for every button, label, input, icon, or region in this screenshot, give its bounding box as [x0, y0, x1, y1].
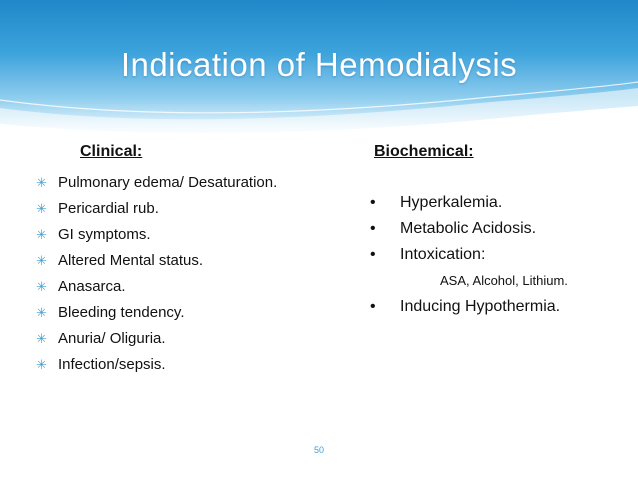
- list-item-text: Anuria/ Oliguria.: [58, 330, 166, 347]
- asterisk-bullet-icon: ✳: [36, 253, 47, 268]
- dot-bullet-icon: •: [370, 194, 376, 211]
- asterisk-bullet-icon: ✳: [36, 305, 47, 320]
- list-item: [36, 300, 277, 326]
- list-item: [364, 190, 568, 216]
- list-item: [36, 326, 277, 352]
- dot-bullet-icon: •: [370, 246, 376, 263]
- list-item: [364, 242, 568, 268]
- list-item: [364, 216, 568, 242]
- list-item: [364, 294, 568, 320]
- list-item-text: Bleeding tendency.: [58, 304, 185, 321]
- list-item: [36, 196, 277, 222]
- list-item: [36, 352, 277, 378]
- dot-bullet-icon: •: [370, 220, 376, 237]
- list-item-text: Intoxication:: [400, 246, 486, 263]
- page-number: 50: [313, 445, 324, 455]
- list-item: [36, 248, 277, 274]
- asterisk-bullet-icon: ✳: [36, 357, 47, 372]
- list-item-text: Inducing Hypothermia.: [400, 298, 561, 315]
- asterisk-bullet-icon: ✳: [36, 331, 47, 346]
- list-item: [36, 274, 277, 300]
- asterisk-bullet-icon: ✳: [36, 227, 47, 242]
- list-item-text: Infection/sepsis.: [58, 356, 166, 373]
- asterisk-bullet-icon: ✳: [36, 175, 47, 190]
- biochemical-list: [364, 190, 568, 320]
- list-item-text: Anasarca.: [58, 278, 126, 295]
- list-item-text: Metabolic Acidosis.: [400, 220, 537, 237]
- clinical-list: [36, 170, 277, 378]
- list-item-text: Altered Mental status.: [58, 252, 204, 269]
- page-title: Indication of Hemodialysis: [120, 46, 518, 83]
- list-subitem: [364, 268, 568, 294]
- list-item-text: GI symptoms.: [58, 226, 151, 243]
- asterisk-bullet-icon: ✳: [36, 279, 47, 294]
- asterisk-bullet-icon: ✳: [36, 201, 47, 216]
- list-item-text: Pericardial rub.: [58, 200, 159, 217]
- list-subitem-text: ASA, Alcohol, Lithium.: [440, 273, 568, 288]
- clinical-heading: Clinical:: [80, 143, 143, 160]
- biochemical-heading: Biochemical:: [374, 143, 474, 160]
- dot-bullet-icon: •: [370, 298, 376, 315]
- list-item: [36, 222, 277, 248]
- list-item: [36, 170, 277, 196]
- list-item-text: Hyperkalemia.: [400, 194, 503, 211]
- list-item-text: Pulmonary edema/ Desaturation.: [58, 174, 278, 191]
